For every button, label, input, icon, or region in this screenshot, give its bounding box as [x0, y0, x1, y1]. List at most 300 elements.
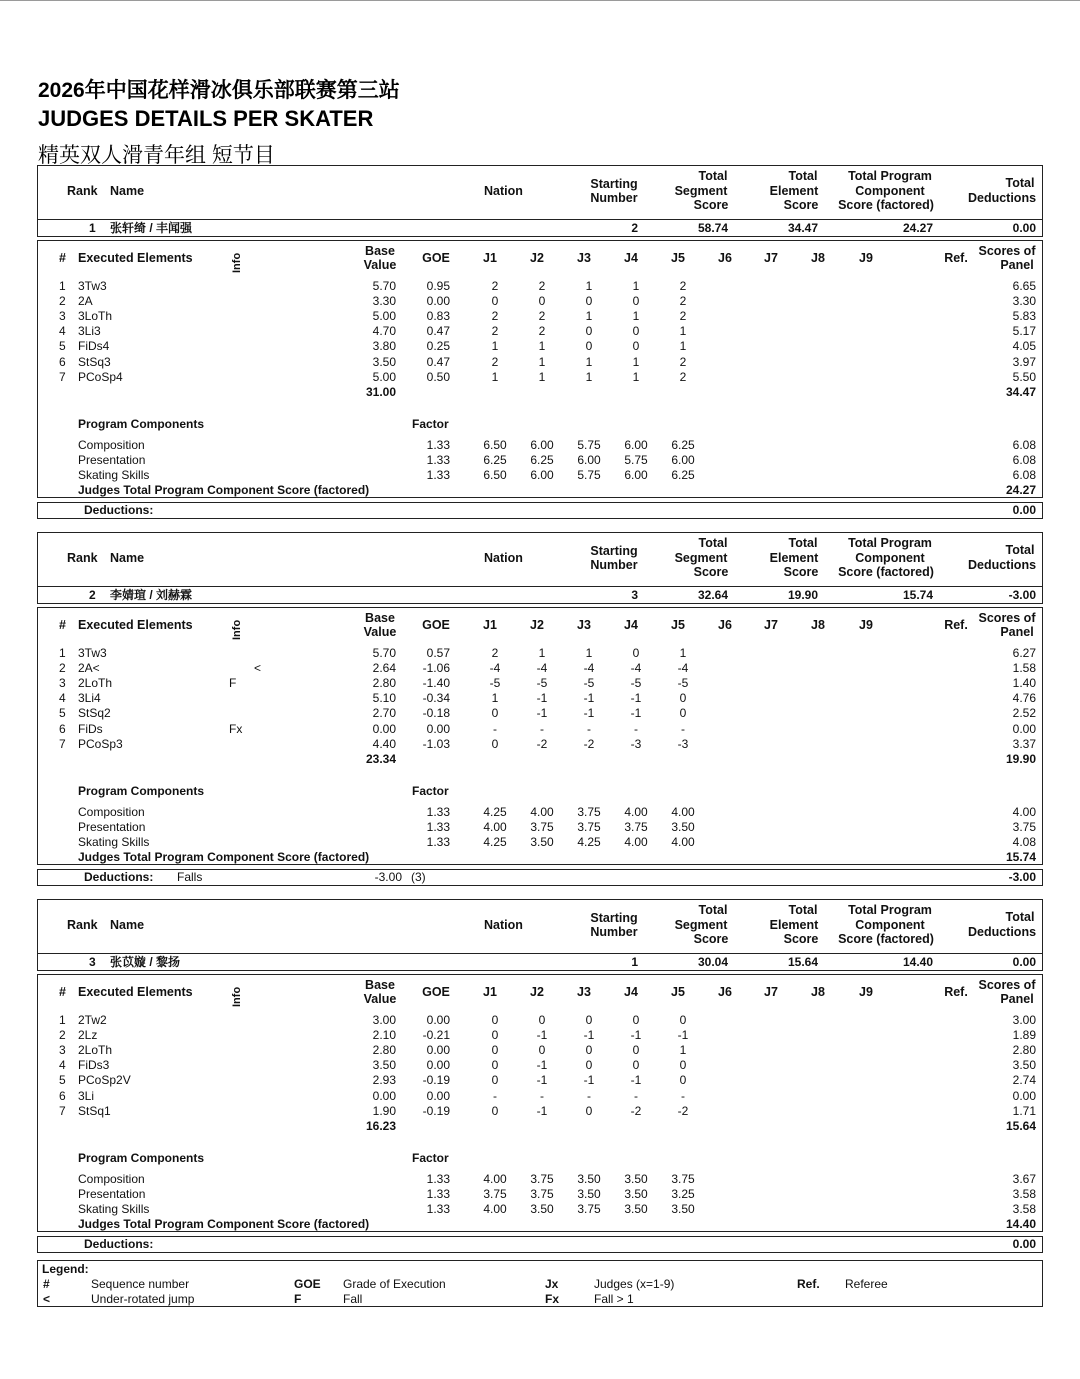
judge-score: 1: [491, 691, 499, 706]
pcs-total: 24.27: [1005, 483, 1036, 497]
judge-score: -: [493, 721, 497, 736]
judge-score: 1: [632, 309, 640, 324]
legend-key: GOE: [294, 1277, 321, 1291]
pcs-header: Score (factored): [838, 198, 934, 212]
name-header: Name: [110, 184, 145, 198]
ref-header: Ref.: [944, 985, 968, 999]
element-num: 1: [59, 279, 66, 293]
element-num: 2: [59, 661, 66, 676]
element-name: PCoSp3: [78, 736, 123, 751]
component-judge: 3.50: [624, 1187, 648, 1202]
judge-score: 0: [679, 706, 687, 721]
ded-header: Deductions: [967, 558, 1037, 572]
element-base: 3.80: [372, 339, 396, 354]
element-goe: 0.00: [426, 721, 450, 736]
judge-score: -1: [536, 1103, 548, 1118]
component-judge: 4.25: [483, 835, 507, 850]
component-judge: 6.25: [530, 453, 554, 468]
top-rule: [0, 0, 1080, 1]
component-name: Composition: [78, 438, 145, 452]
base-total: 31.00: [365, 385, 396, 399]
judge-score: 1: [679, 1043, 687, 1058]
legend-value: Under-rotated jump: [91, 1292, 195, 1306]
judge-score: -4: [677, 661, 689, 676]
panel-header: Scores of: [978, 611, 1036, 625]
judge-header: J4: [624, 251, 638, 265]
component-factor: 1.33: [426, 1187, 450, 1202]
judge-score: 0: [585, 294, 593, 309]
judge-score: -4: [583, 661, 595, 676]
element-num: 1: [59, 646, 66, 660]
component-panel: 6.08: [1012, 453, 1036, 468]
base-header: Value: [363, 625, 397, 639]
skater-tss: 30.04: [697, 955, 728, 969]
element-name: 2LoTh: [78, 676, 113, 691]
element-goe: 0.00: [426, 1058, 450, 1073]
pcs-total-label: Judges Total Program Component Score (factored): [78, 850, 370, 864]
rank-header: Rank: [67, 551, 98, 565]
judge-score: -: [587, 1088, 591, 1103]
deduction-total: 0.00: [1012, 1237, 1036, 1251]
base-header: Value: [363, 992, 397, 1006]
judge-score: -4: [630, 661, 642, 676]
element-base: 0.00: [372, 1088, 396, 1103]
base-header: Value: [363, 258, 397, 272]
legend-key: Jx: [545, 1277, 559, 1291]
component-factor: 1.33: [426, 438, 450, 452]
element-base: 5.10: [372, 691, 396, 706]
tes-header: Score: [783, 932, 819, 946]
element-name: 3Li3: [78, 324, 101, 339]
tes-header: Total: [788, 903, 818, 917]
element-goe: 0.47: [426, 324, 450, 339]
component-judge: 3.75: [530, 820, 554, 835]
skater-tes: 34.47: [787, 221, 818, 235]
element-base: 5.70: [372, 646, 396, 660]
element-goe: -1.06: [422, 661, 450, 676]
component-judge: 4.00: [483, 1202, 507, 1217]
element-num: 7: [59, 1103, 66, 1118]
judge-score: -5: [489, 676, 501, 691]
judge-score: -5: [583, 676, 595, 691]
pcs-header: Score (factored): [838, 565, 934, 579]
judge-header: J9: [859, 618, 873, 632]
judge-score: 0: [491, 1043, 499, 1058]
element-panel: 0.00: [1012, 721, 1036, 736]
judge-score: -1: [536, 1028, 548, 1043]
pcs-header: Total Program: [848, 536, 932, 550]
element-goe: 0.00: [426, 294, 450, 309]
info-header: Info: [231, 986, 243, 1007]
judge-score: 1: [538, 646, 546, 660]
tss-header: Total: [698, 169, 728, 183]
judge-score: -4: [536, 661, 548, 676]
component-judge: 4.25: [577, 835, 601, 850]
legend-value: Fall > 1: [594, 1292, 634, 1306]
component-judge: 3.75: [577, 820, 601, 835]
skater-name: 张苡嫙 / 黎扬: [110, 955, 181, 969]
judge-score: 0: [632, 339, 640, 354]
judge-header: J5: [671, 251, 685, 265]
element-name: 3Tw3: [78, 279, 107, 293]
legend-title: Legend:: [42, 1262, 89, 1276]
judge-score: 1: [585, 354, 593, 369]
judge-score: 0: [632, 1058, 640, 1073]
element-base: 3.30: [372, 294, 396, 309]
judge-score: 0: [491, 294, 499, 309]
component-panel: 3.67: [1012, 1172, 1036, 1186]
element-num: 4: [59, 691, 66, 706]
judge-score: -1: [536, 706, 548, 721]
judge-score: 1: [632, 369, 640, 384]
judge-score: -1: [630, 1028, 642, 1043]
judge-header: J7: [764, 985, 778, 999]
component-judge: 3.50: [671, 1202, 695, 1217]
judge-score: -: [634, 1088, 638, 1103]
component-judge: 4.00: [530, 805, 554, 819]
judge-score: 2: [491, 354, 499, 369]
element-base: 2.64: [372, 661, 396, 676]
legend-key: F: [294, 1292, 302, 1306]
judge-score: 0: [491, 736, 499, 751]
skater-tes: 15.64: [787, 955, 818, 969]
legend-key: <: [43, 1292, 51, 1306]
factor-header: Factor: [412, 784, 449, 798]
judge-score: 2: [491, 309, 499, 324]
component-judge: 5.75: [624, 453, 648, 468]
tes-header: Element: [769, 918, 819, 932]
element-num: 6: [59, 1088, 66, 1103]
judge-header: J2: [530, 618, 544, 632]
component-judge: 3.50: [624, 1172, 648, 1186]
legend-value: Grade of Execution: [343, 1277, 446, 1291]
component-judge: 6.00: [624, 438, 648, 452]
component-judge: 6.00: [577, 453, 601, 468]
base-header: Base: [365, 611, 395, 625]
element-goe: 0.00: [426, 1013, 450, 1027]
skater-tss: 32.64: [697, 588, 728, 602]
judge-score: 2: [538, 324, 546, 339]
starting-header: Starting: [590, 177, 638, 191]
legend-value: Sequence number: [91, 1277, 190, 1291]
judge-score: -5: [677, 676, 689, 691]
judge-score: 1: [491, 339, 499, 354]
element-base: 3.50: [372, 1058, 396, 1073]
element-name: 2A: [78, 294, 93, 309]
judge-score: -2: [583, 736, 595, 751]
element-num: 5: [59, 706, 66, 721]
judge-score: -4: [489, 661, 501, 676]
judge-score: 0: [491, 706, 499, 721]
element-goe: 0.57: [426, 646, 450, 660]
deductions-label: Deductions:: [84, 503, 154, 517]
judge-score: 1: [679, 646, 687, 660]
judge-score: 1: [491, 369, 499, 384]
elements-header: Executed Elements: [78, 985, 193, 999]
judge-score: -1: [583, 1028, 595, 1043]
nation-header: Nation: [484, 551, 523, 565]
deduction-count: (3): [411, 870, 426, 884]
component-judge: 6.00: [530, 468, 554, 483]
pc-title: Program Components: [78, 784, 205, 798]
component-judge: 3.75: [577, 1202, 601, 1217]
component-judge: 4.00: [624, 805, 648, 819]
pcs-header: Component: [855, 918, 925, 932]
element-name: 3Li4: [78, 691, 101, 706]
judge-score: 0: [632, 324, 640, 339]
skater-pcs: 15.74: [902, 588, 933, 602]
judge-header: J1: [483, 618, 497, 632]
judge-score: -1: [583, 1073, 595, 1088]
judge-score: 0: [491, 1028, 499, 1043]
judge-score: -: [634, 721, 638, 736]
judge-score: -3: [630, 736, 642, 751]
elements-header: Executed Elements: [78, 618, 193, 632]
judge-score: 0: [632, 294, 640, 309]
panel-header: Panel: [1000, 992, 1034, 1006]
goe-header: GOE: [422, 985, 450, 999]
element-panel: 2.52: [1012, 706, 1036, 721]
judge-score: 1: [632, 354, 640, 369]
element-name: StSq1: [78, 1103, 111, 1118]
component-panel: 3.58: [1012, 1202, 1036, 1217]
num-header: #: [59, 985, 66, 999]
deductions-box: [37, 502, 1043, 519]
header-divider: [38, 219, 1042, 220]
element-panel: 3.00: [1012, 1013, 1036, 1027]
tes-header: Element: [769, 551, 819, 565]
element-panel: 0.00: [1012, 1088, 1036, 1103]
component-judge: 6.50: [483, 468, 507, 483]
starting-header: Number: [590, 925, 638, 939]
element-name: 3Tw3: [78, 646, 107, 660]
judge-header: J2: [530, 251, 544, 265]
nation-header: Nation: [484, 184, 523, 198]
element-num: 5: [59, 1073, 66, 1088]
judge-score: 1: [585, 646, 593, 660]
component-name: Skating Skills: [78, 468, 150, 483]
judge-score: -5: [536, 676, 548, 691]
info-header: Info: [231, 252, 243, 273]
ded-header: Total: [1005, 910, 1035, 924]
element-mark: <: [254, 661, 262, 676]
judge-score: -2: [630, 1103, 642, 1118]
judge-score: 2: [679, 309, 687, 324]
skater-name: 李婧瑄 / 刘赫霖: [110, 588, 193, 602]
base-total: 16.23: [365, 1119, 396, 1133]
element-name: StSq3: [78, 354, 111, 369]
judge-score: 0: [585, 1058, 593, 1073]
rank-header: Rank: [67, 918, 98, 932]
component-panel: 4.08: [1012, 835, 1036, 850]
skater-rank: 1: [89, 221, 96, 235]
component-judge: 3.50: [530, 1202, 554, 1217]
judge-header: J4: [624, 985, 638, 999]
element-goe: 0.95: [426, 279, 450, 293]
tes-header: Score: [783, 565, 819, 579]
skater-rank: 3: [89, 955, 96, 969]
judge-score: 1: [632, 279, 640, 293]
skater-rank: 2: [89, 588, 96, 602]
component-factor: 1.33: [426, 1202, 450, 1217]
header-divider: [38, 586, 1042, 587]
legend-key: Fx: [545, 1292, 560, 1306]
component-panel: 6.08: [1012, 468, 1036, 483]
element-info: F: [229, 676, 237, 691]
judge-header: J2: [530, 985, 544, 999]
component-name: Composition: [78, 1172, 145, 1186]
pcs-header: Component: [855, 551, 925, 565]
judge-score: 0: [632, 646, 640, 660]
judge-score: -1: [536, 1058, 548, 1073]
element-goe: -0.21: [422, 1028, 450, 1043]
element-name: 2Tw2: [78, 1013, 107, 1027]
component-panel: 3.58: [1012, 1187, 1036, 1202]
component-judge: 4.00: [671, 835, 695, 850]
element-name: 3Li: [78, 1088, 95, 1103]
element-base: 4.70: [372, 324, 396, 339]
component-factor: 1.33: [426, 468, 450, 483]
element-goe: -0.34: [422, 691, 450, 706]
element-goe: -0.19: [422, 1073, 450, 1088]
judge-header: J6: [718, 618, 732, 632]
starting-header: Number: [590, 191, 638, 205]
judge-score: 0: [679, 691, 687, 706]
element-base: 2.80: [372, 1043, 396, 1058]
element-goe: -0.18: [422, 706, 450, 721]
pc-title: Program Components: [78, 417, 205, 431]
component-judge: 4.00: [671, 805, 695, 819]
judge-score: -2: [536, 736, 548, 751]
element-num: 2: [59, 1028, 66, 1043]
info-header: Info: [231, 619, 243, 640]
deductions-box: [37, 1236, 1043, 1253]
skater-tes: 19.90: [787, 588, 818, 602]
judge-header: J3: [577, 985, 591, 999]
judge-score: 0: [491, 1073, 499, 1088]
judge-score: 2: [679, 369, 687, 384]
report-title: JUDGES DETAILS PER SKATER: [38, 106, 374, 131]
judge-score: 0: [585, 339, 593, 354]
judge-score: 0: [585, 1103, 593, 1118]
judge-score: 0: [538, 294, 546, 309]
component-panel: 3.75: [1012, 820, 1036, 835]
element-panel: 5.83: [1012, 309, 1036, 324]
component-judge: 4.00: [483, 820, 507, 835]
ded-header: Deductions: [967, 925, 1037, 939]
elements-header: Executed Elements: [78, 251, 193, 265]
judge-score: -1: [536, 1073, 548, 1088]
element-base: 1.90: [372, 1103, 396, 1118]
legend-value: Referee: [845, 1277, 888, 1291]
legend-key: #: [43, 1277, 50, 1291]
element-num: 1: [59, 1013, 66, 1027]
element-num: 4: [59, 1058, 66, 1073]
judge-score: -3: [677, 736, 689, 751]
judge-score: -1: [536, 691, 548, 706]
pcs-header: Score (factored): [838, 932, 934, 946]
pcs-total: 15.74: [1005, 850, 1036, 864]
element-base: 3.50: [372, 354, 396, 369]
deduction-total: -3.00: [1008, 870, 1036, 884]
tss-header: Segment: [674, 918, 728, 932]
judge-score: 0: [538, 1013, 546, 1027]
element-base: 2.80: [372, 676, 396, 691]
ded-header: Total: [1005, 176, 1035, 190]
name-header: Name: [110, 918, 145, 932]
factor-header: Factor: [412, 417, 449, 431]
component-judge: 3.75: [671, 1172, 695, 1186]
judge-score: 1: [538, 339, 546, 354]
judge-score: 0: [585, 324, 593, 339]
element-name: 2LoTh: [78, 1043, 113, 1058]
component-judge: 3.25: [671, 1187, 695, 1202]
element-name: 3LoTh: [78, 309, 113, 324]
skater-pcs: 14.40: [902, 955, 933, 969]
judge-header: J7: [764, 251, 778, 265]
component-factor: 1.33: [426, 820, 450, 835]
component-judge: 4.25: [483, 805, 507, 819]
judge-header: J8: [811, 985, 825, 999]
component-judge: 3.50: [671, 820, 695, 835]
element-panel: 1.71: [1012, 1103, 1036, 1118]
element-base: 4.40: [372, 736, 396, 751]
base-total: 23.34: [365, 752, 396, 766]
element-name: FiDs3: [78, 1058, 110, 1073]
element-panel: 3.30: [1012, 294, 1036, 309]
judge-score: 2: [679, 279, 687, 293]
pcs-header: Total Program: [848, 903, 932, 917]
panel-header: Panel: [1000, 625, 1034, 639]
element-goe: 0.47: [426, 354, 450, 369]
element-num: 7: [59, 736, 66, 751]
component-judge: 4.00: [483, 1172, 507, 1186]
judge-score: 1: [585, 279, 593, 293]
judge-header: J5: [671, 985, 685, 999]
judge-score: -1: [583, 691, 595, 706]
element-goe: 0.25: [426, 339, 450, 354]
element-base: 5.70: [372, 279, 396, 293]
component-factor: 1.33: [426, 835, 450, 850]
element-num: 6: [59, 721, 66, 736]
tss-header: Score: [693, 198, 729, 212]
judge-score: -: [681, 721, 685, 736]
judge-score: 0: [679, 1013, 687, 1027]
deductions-label: Deductions:: [84, 870, 154, 884]
element-panel: 2.80: [1012, 1043, 1036, 1058]
component-judge: 3.50: [530, 835, 554, 850]
judge-score: 1: [538, 369, 546, 384]
judge-score: -1: [630, 706, 642, 721]
skater-name: 张轩绮 / 丰闻强: [110, 221, 193, 235]
component-judge: 6.00: [624, 468, 648, 483]
element-name: PCoSp2V: [78, 1073, 131, 1088]
panel-header: Panel: [1000, 258, 1034, 272]
pcs-header: Component: [855, 184, 925, 198]
element-goe: 0.83: [426, 309, 450, 324]
ref-header: Ref.: [944, 618, 968, 632]
component-judge: 6.00: [671, 453, 695, 468]
skater-ded: 0.00: [1012, 221, 1036, 235]
deduction-type: Falls: [177, 870, 203, 884]
element-name: PCoSp4: [78, 369, 123, 384]
judge-score: 0: [538, 1043, 546, 1058]
judge-header: J1: [483, 985, 497, 999]
judge-score: 2: [679, 354, 687, 369]
num-header: #: [59, 618, 66, 632]
pcs-total-label: Judges Total Program Component Score (factored): [78, 483, 370, 497]
element-panel: 3.50: [1012, 1058, 1036, 1073]
